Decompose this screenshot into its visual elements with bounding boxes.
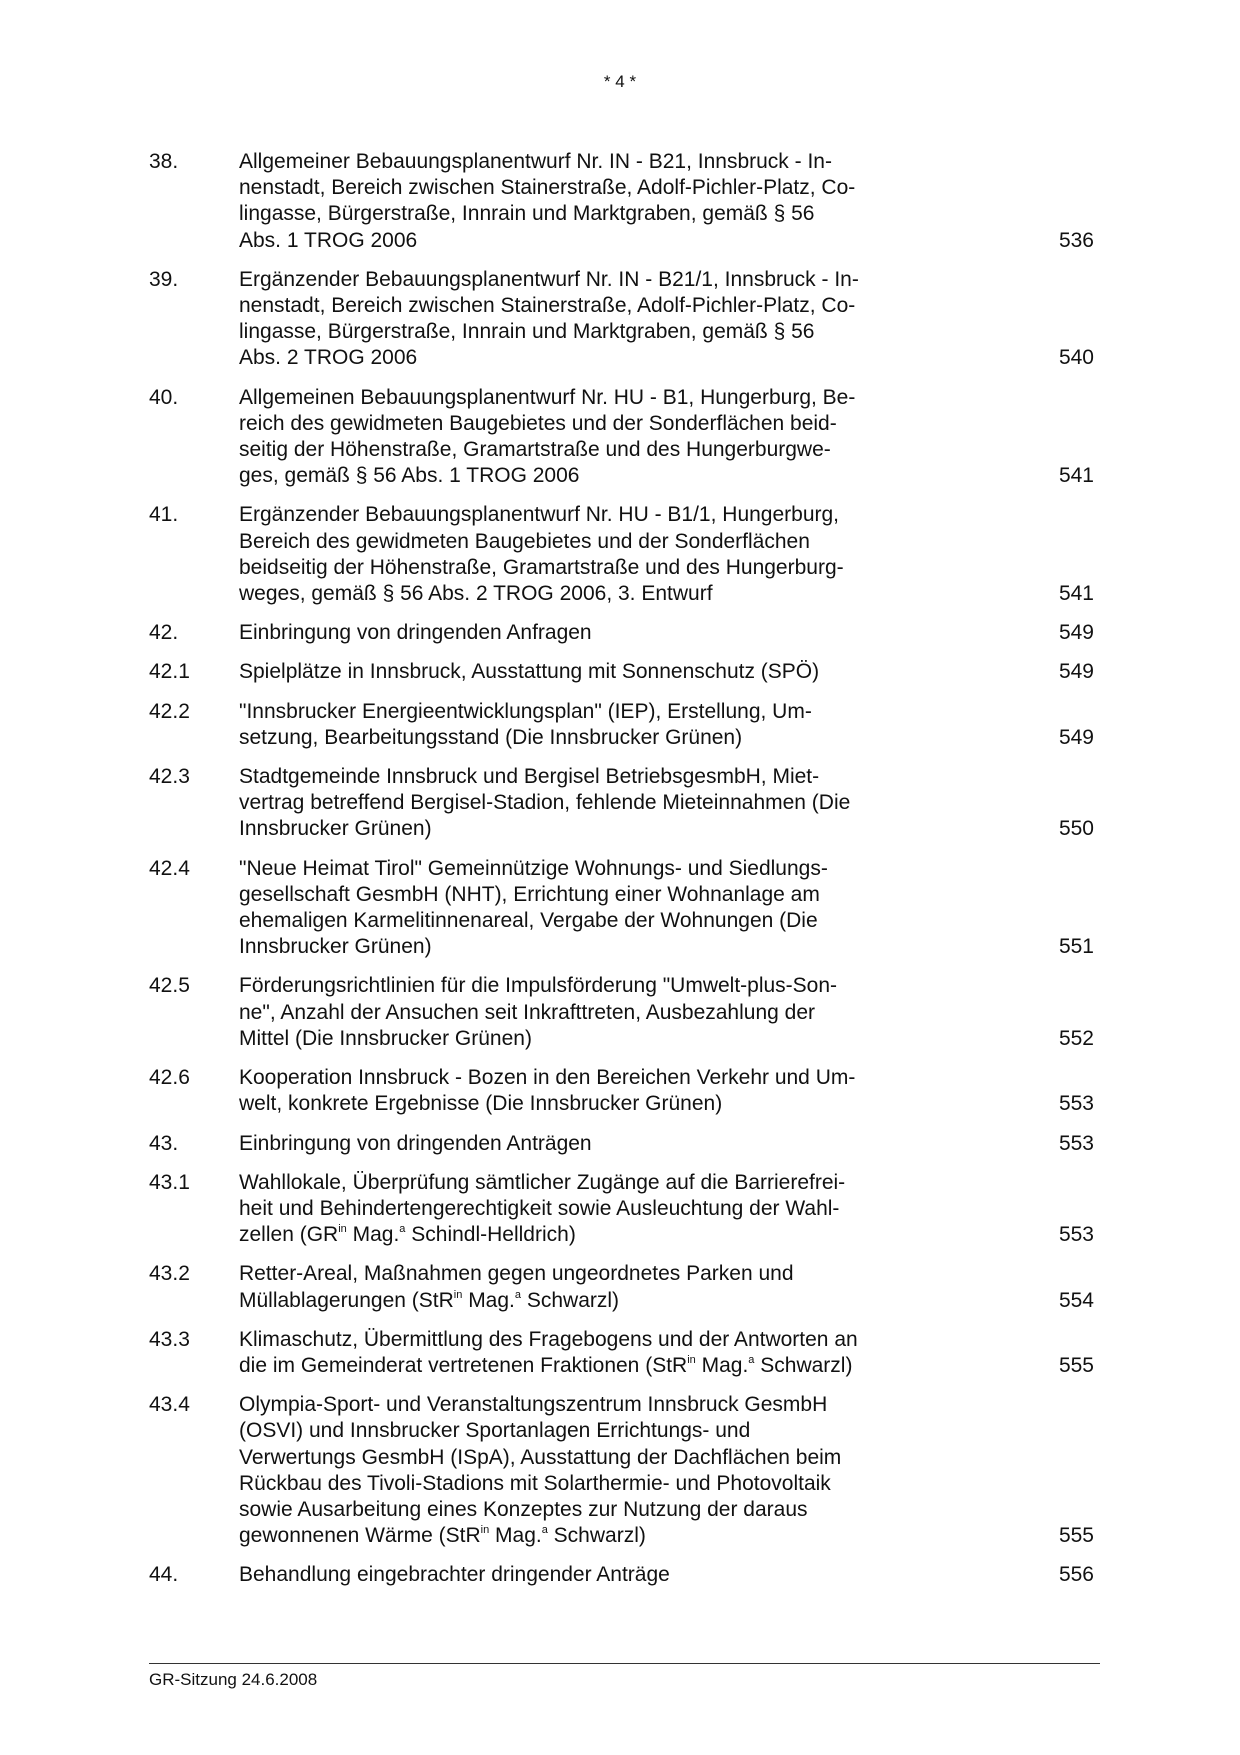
toc-entry	[149, 502, 1094, 607]
toc-entry-title-line: Behandlung eingebrachter dringender Anträge	[239, 1563, 670, 1587]
toc-entry-title	[239, 1562, 924, 1588]
toc-entry	[149, 1261, 1094, 1313]
toc-entry-title-line: die im Gemeinderat vertretenen Fraktionen (StR$^{in}$ Mag.$^a$ Schwarzl)	[239, 1353, 853, 1377]
toc-entry-page: 555	[1058, 1353, 1094, 1377]
toc-entry-number: 43.2	[149, 1262, 190, 1286]
toc-entry-title	[239, 764, 924, 843]
toc-entry-number: 44.	[149, 1563, 179, 1587]
toc-entry-title	[239, 385, 924, 490]
toc-entry-title	[239, 1261, 924, 1313]
toc-entry-title-line: gesellschaft GesmbH (NHT), Errichtung einer Wohnanlage am	[239, 882, 820, 906]
toc-entry-title-line: reich des gewidmeten Baugebietes und der Sonderflächen beid-	[239, 411, 837, 435]
toc-entry-title-line: Innsbrucker Grünen)	[239, 935, 432, 959]
toc-entry	[149, 1065, 1094, 1117]
toc-entry-title-line: Allgemeinen Bebauungsplanentwurf Nr. HU - B1, Hungerburg, Be-	[239, 385, 856, 409]
toc-entry-title-line: Spielplätze in Innsbruck, Ausstattung mit Sonnenschutz (SPÖ)	[239, 660, 820, 684]
toc-entry-number: 38.	[149, 150, 179, 173]
toc-entry	[149, 764, 1094, 843]
page-number-header: * 4 *	[603, 72, 637, 91]
toc-entry-page: 553	[1058, 1223, 1094, 1247]
toc-entry-page: 554	[1058, 1288, 1094, 1312]
toc-entry-page: 551	[1058, 935, 1094, 959]
toc-entry-number: 42.4	[149, 856, 190, 880]
toc-entry-title	[239, 502, 924, 607]
toc-entry-page: 553	[1058, 1131, 1094, 1155]
toc-entry-title-line: gewonnenen Wärme (StR$^{in}$ Mag.$^a$ Schwarzl)	[239, 1524, 646, 1548]
toc-entry-number: 40.	[149, 385, 179, 409]
toc-entry-title-line: Innsbrucker Grünen)	[239, 817, 432, 841]
toc-entry-page: 536	[1058, 228, 1094, 252]
toc-entry-title-line: welt, konkrete Ergebnisse (Die Innsbrucker Grünen)	[239, 1092, 723, 1116]
toc-entry-title-line: heit und Behindertengerechtigkeit sowie Ausleuchtung der Wahl-	[239, 1196, 840, 1220]
toc-entry-title-line: Ergänzender Bebauungsplanentwurf Nr. IN - B21/1, Innsbruck - In-	[239, 267, 859, 291]
toc-entry	[149, 385, 1094, 490]
toc-entry-page: 541	[1058, 582, 1094, 606]
toc-entry-title	[239, 149, 924, 254]
toc-entry-title	[239, 1392, 924, 1549]
toc-entry-title-line: ges, gemäß § 56 Abs. 1 TROG 2006	[239, 464, 580, 488]
toc-entry-title	[239, 1131, 924, 1157]
toc-entry-title-line: Einbringung von dringenden Anträgen	[239, 1131, 592, 1155]
toc-entry-page: 549	[1058, 660, 1094, 684]
toc-entry-title-line: setzung, Bearbeitungsstand (Die Innsbrucker Grünen)	[239, 725, 743, 749]
toc-entry-title-line: beidseitig der Höhenstraße, Gramartstraße und des Hungerburg-	[239, 555, 844, 579]
toc-entry	[149, 1131, 1094, 1157]
toc-entry-title-line: nenstadt, Bereich zwischen Stainerstraße, Adolf-Pichler-Platz, Co-	[239, 176, 856, 200]
table-of-contents	[149, 149, 1094, 1602]
toc-entry-title-line: vertrag betreffend Bergisel-Stadion, fehlende Mieteinnahmen (Die	[239, 791, 851, 815]
toc-entry-title-line: "Innsbrucker Energieentwicklungsplan" (IEP), Erstellung, Um-	[239, 699, 812, 723]
toc-entry-number: 43.3	[149, 1327, 190, 1351]
toc-entry-number: 42.6	[149, 1066, 190, 1090]
toc-entry-title-line: Kooperation Innsbruck - Bozen in den Bereichen Verkehr und Um-	[239, 1066, 856, 1090]
toc-entry-title-line: Verwertungs GesmbH (ISpA), Ausstattung der Dachflächen beim	[239, 1445, 842, 1469]
toc-entry-title-line: seitig der Höhenstraße, Gramartstraße und des Hungerburgwe-	[239, 438, 831, 462]
toc-entry-title-line: Abs. 1 TROG 2006	[239, 228, 418, 252]
toc-entry-number: 43.4	[149, 1393, 190, 1417]
toc-entry-title-line: nenstadt, Bereich zwischen Stainerstraße, Adolf-Pichler-Platz, Co-	[239, 294, 856, 318]
toc-entry-page: 540	[1058, 346, 1094, 370]
toc-entry-title-line: lingasse, Bürgerstraße, Innrain und Marktgraben, gemäß § 56	[239, 320, 815, 344]
toc-entry-title-line: Einbringung von dringenden Anfragen	[239, 621, 592, 645]
toc-entry-title-line: Mittel (Die Innsbrucker Grünen)	[239, 1026, 532, 1050]
toc-entry	[149, 149, 1094, 254]
toc-entry-title-line: sowie Ausarbeitung eines Konzeptes zur Nutzung der daraus	[239, 1497, 808, 1521]
toc-entry-title-line: Bereich des gewidmeten Baugebietes und der Sonderflächen	[239, 529, 810, 553]
toc-entry-title-line: ne", Anzahl der Ansuchen seit Inkrafttreten, Ausbezahlung der	[239, 1000, 816, 1024]
toc-entry-title-line: Stadtgemeinde Innsbruck und Bergisel BetriebsgesmbH, Miet-	[239, 765, 820, 789]
toc-entry	[149, 1562, 1094, 1588]
footer-divider	[149, 1663, 1100, 1664]
toc-entry	[149, 659, 1094, 685]
toc-entry-page: 556	[1058, 1563, 1094, 1587]
toc-entry	[149, 973, 1094, 1052]
toc-entry-number: 39.	[149, 267, 179, 291]
toc-entry-title	[239, 973, 924, 1052]
toc-entry-page: 553	[1058, 1092, 1094, 1116]
toc-entry	[149, 1170, 1094, 1249]
toc-entry-title	[239, 1065, 924, 1117]
toc-entry-title-line: Förderungsrichtlinien für die Impulsförderung "Umwelt-plus-Son-	[239, 974, 838, 998]
toc-entry-title	[239, 699, 924, 751]
toc-entry-page: 541	[1058, 464, 1094, 488]
toc-entry	[149, 620, 1094, 646]
toc-entry-title-line: lingasse, Bürgerstraße, Innrain und Marktgraben, gemäß § 56	[239, 202, 815, 226]
toc-entry-title-line: Allgemeiner Bebauungsplanentwurf Nr. IN - B21, Innsbruck - In-	[239, 150, 832, 173]
toc-entry-title-line: Klimaschutz, Übermittlung des Fragebogens und der Antworten an	[239, 1327, 858, 1351]
toc-entry-title-line: zellen ($GR^{in}$ Mag.$^a$ Schindl-Helldrich)	[239, 1223, 576, 1247]
toc-entry-title-line: weges, gemäß § 56 Abs. 2 TROG 2006, 3. Entwurf	[239, 582, 713, 606]
toc-entry-page: 550	[1058, 817, 1094, 841]
toc-entry-number: 42.2	[149, 699, 190, 723]
toc-entry-title	[239, 659, 924, 685]
toc-entry-title-line: Retter-Areal, Maßnahmen gegen ungeordnetes Parken und	[239, 1262, 794, 1286]
toc-entry-title	[239, 1327, 924, 1379]
toc-entry-title-line: Müllablagerungen (StR$^{in}$ Mag.$^a$ Schwarzl)	[239, 1288, 620, 1312]
footer-session-date: GR-Sitzung 24.6.2008	[149, 1670, 318, 1689]
toc-entry-page: 552	[1058, 1026, 1094, 1050]
toc-entry-number: 43.1	[149, 1170, 190, 1194]
toc-entry	[149, 1327, 1094, 1379]
toc-entry-number: 42.1	[149, 660, 190, 684]
toc-entry-page: 549	[1058, 621, 1094, 645]
toc-entry-title	[239, 856, 924, 961]
toc-entry-title-line: Rückbau des Tivoli-Stadions mit Solarthermie- und Photovoltaik	[239, 1471, 831, 1495]
toc-entry-number: 42.	[149, 621, 179, 645]
toc-entry-title-line: "Neue Heimat Tirol" Gemeinnützige Wohnungs- und Siedlungs-	[239, 856, 828, 880]
toc-entry	[149, 699, 1094, 751]
toc-entry-title-line: (OSVI) und Innsbrucker Sportanlagen Errichtungs- und	[239, 1419, 751, 1443]
toc-entry-title	[239, 1170, 924, 1249]
toc-entry-page: 555	[1058, 1524, 1094, 1548]
toc-entry-title-line: Olympia-Sport- und Veranstaltungszentrum Innsbruck GesmbH	[239, 1393, 828, 1417]
toc-entry-number: 42.3	[149, 765, 190, 789]
toc-entry-title-line: Abs. 2 TROG 2006	[239, 346, 418, 370]
toc-entry-title-line: ehemaligen Karmelitinnenareal, Vergabe der Wohnungen (Die	[239, 909, 818, 933]
toc-entry-title	[239, 267, 924, 372]
toc-entry	[149, 267, 1094, 372]
toc-entry-title	[239, 620, 924, 646]
toc-entry-page: 549	[1058, 725, 1094, 749]
toc-entry-title-line: Wahllokale, Überprüfung sämtlicher Zugänge auf die Barrierefrei-	[239, 1170, 846, 1194]
toc-entry-title-line: Ergänzender Bebauungsplanentwurf Nr. HU - B1/1, Hungerburg,	[239, 503, 840, 527]
toc-entry-number: 43.	[149, 1131, 179, 1155]
toc-entry-number: 42.5	[149, 974, 190, 998]
toc-entry	[149, 856, 1094, 961]
toc-entry-number: 41.	[149, 503, 179, 527]
toc-entry	[149, 1392, 1094, 1549]
